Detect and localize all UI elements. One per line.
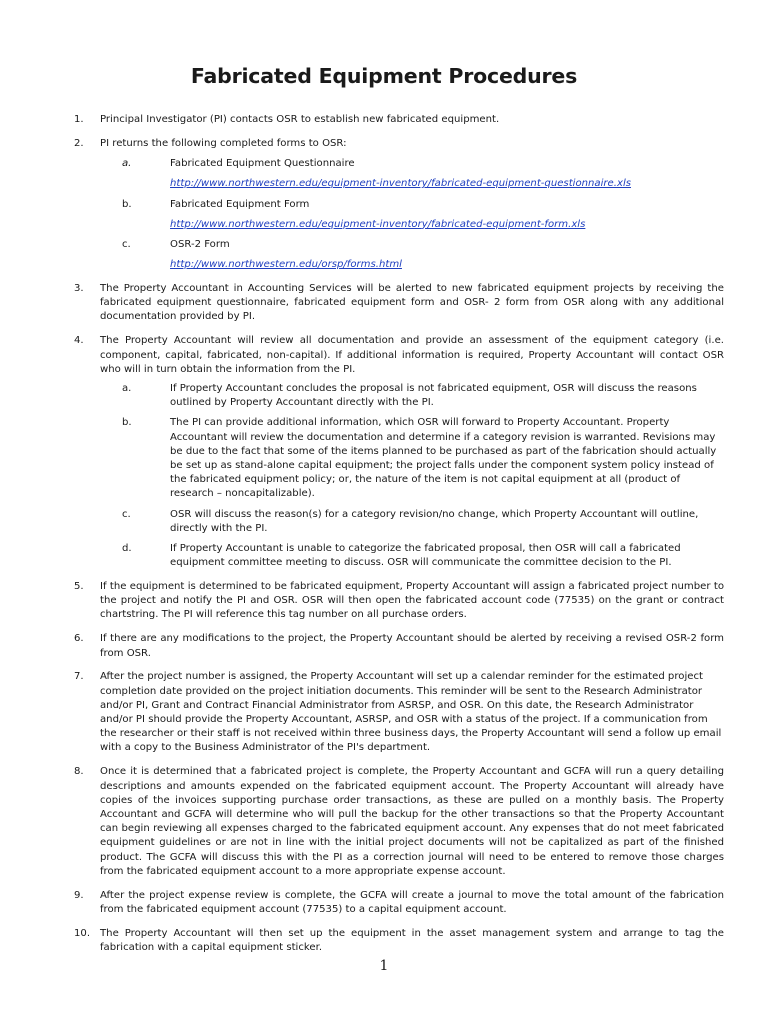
list-item — [74, 137, 724, 272]
item-number: 6. — [74, 633, 84, 645]
sub-item-text: The PI can provide additional information, which OSR will forward to Property Accountant. Property Accountant will review the documentation and determine if a category revision is warranted. Revisions may be due to the fact that some of the items planned to be purchased as part of the fabrication should actually be set up as stand-alone capital equipment; the project falls under the component system policy instead of the fabricated equipment policy; or, the nature of the item is not capital equipment at all (product of research – noncapitalizable). — [170, 417, 717, 500]
list-item — [74, 282, 724, 325]
sub-item-text: If Property Accountant is unable to categorize the fabricated proposal, then OSR will call a fabricated equipment committee meeting to discuss. OSR will communicate the committee decision to the PI. — [170, 542, 681, 569]
sub-item-letter: c. — [122, 508, 131, 520]
sub-item-text: If Property Accountant concludes the proposal is not fabricated equipment, OSR will discuss the reasons outlined by Property Accountant directly with the PI. — [170, 382, 697, 409]
list-item — [74, 580, 724, 623]
sub-item — [100, 416, 724, 501]
item-text: PI returns the following completed forms to OSR: — [100, 137, 347, 149]
sub-item-forms — [100, 238, 724, 272]
item-text: If there are any modifications to the project, the Property Accountant should be alerted by receiving a revised OSR-2 form from OSR. — [100, 633, 724, 659]
item-text: Principal Investigator (PI) contacts OSR to establish new fabricated equipment. — [100, 114, 500, 125]
item-number: 7. — [74, 671, 84, 683]
sub-item-letter: b. — [122, 417, 132, 429]
questionnaire-link[interactable]: http://www.northwestern.edu/equipment-inventory/fabricated-equipment-questionnaire.xls — [170, 178, 632, 190]
osr2-form-link[interactable]: http://www.northwestern.edu/orsp/forms.html — [170, 259, 402, 271]
list-item — [74, 670, 724, 755]
sub-item-text: OSR will discuss the reason(s) for a category revision/no change, which Property Accountant will outline, directly with the PI. — [170, 508, 699, 534]
item-number: 1. — [74, 114, 84, 125]
list-item — [74, 334, 724, 570]
sub-item — [100, 382, 724, 410]
sub-item-forms — [100, 157, 724, 191]
list-item — [74, 632, 724, 660]
page-number: 1 — [379, 958, 389, 974]
item-text: If the equipment is determined to be fabricated equipment, Property Accountant will assign a fabricated project number to the project and notify the PI and OSR. OSR will then open the fabricated account code (77535) on the grant or contract chartstring. The PI will reference this tag number on all purchase orders. — [100, 581, 724, 621]
item-number: 5. — [74, 581, 84, 593]
sub-item-text: Fabricated Equipment Questionnaire — [170, 158, 355, 170]
item-number: 2. — [74, 137, 84, 149]
sub-item-text: Fabricated Equipment Form — [170, 198, 310, 210]
equipment-form-link[interactable]: http://www.northwestern.edu/equipment-inventory/fabricated-equipment-form.xls — [170, 218, 586, 230]
sub-item-letter: c. — [122, 238, 131, 250]
item-number: 4. — [74, 335, 84, 347]
item-text: After the project number is assigned, the Property Accountant will set up a calendar reminder for the estimated project completion date provided on the project initiation documents. This reminder will be sent to the Research Administrator and/or PI, Grant and Contract Financial Administrator from ASRSP, and OSR. On this date, the Research Administrator and/or PI should provide the Property Accountant, ASRSP, and OSR with a status of the project. If a communication from the researcher or their staff is not received within three business days, the Property Accountant will send a follow up email with a copy to the Business Administrator of the PI's department. — [100, 671, 722, 754]
procedure-list — [74, 113, 724, 965]
sub-item-text: OSR-2 Form — [170, 238, 230, 250]
sub-item-letter: b. — [122, 198, 132, 210]
item-text: The Property Accountant in Accounting Services will be alerted to new fabricated equipment projects by receiving the fabricated equipment questionnaire, fabricated equipment form and OSR- 2 form from OSR along with any additional documentation provided by PI. — [100, 283, 724, 323]
item-text: The Property Accountant will then set up the equipment in the asset management system and arrange to tag the fabrication with a capital equipment sticker. — [100, 927, 724, 953]
page-title: Fabricated Equipment Procedures — [190, 64, 578, 88]
sub-item-letter: a. — [122, 158, 132, 170]
sub-item-forms — [100, 198, 724, 232]
item-text: The Property Accountant will review all documentation and provide an assessment of the equipment category (i.e. component, capital, fabricated, non-capital). If additional information is required, Property Accountant will contact OSR who will in turn obtain the information from the PI. — [100, 335, 724, 375]
item-text: Once it is determined that a fabricated project is complete, the Property Accountant and GCFA will run a query detailing descriptions and amounts expended on the fabricated equipment account. The Property Accountant will already have copies of the invoices supporting purchase order transactions, as these are pulled on a monthly basis. The Property Accountant and GCFA will determine who will pull the backup for the other transactions so that the Property Accountant can begin reviewing all expenses charged to the fabricated equipment account. Any expenses that do not meet fabricated equipment guidelines or are not in line with the initial project documents will not be capitalized as part of the finished product. The GCFA will discuss this with the PI as a correction journal will need to be entered to remove those charges from the fabricated equipment account to a more appropriate expense account. — [100, 766, 724, 877]
sub-item — [100, 508, 724, 536]
sub-item — [100, 542, 724, 570]
list-item — [74, 889, 724, 917]
list-item — [74, 113, 724, 127]
item-number: 10. — [74, 927, 91, 939]
item-number: 8. — [74, 766, 84, 778]
sub-item-letter: a. — [122, 382, 132, 394]
list-item — [74, 927, 724, 955]
item-number: 9. — [74, 889, 84, 901]
sub-item-letter: d. — [122, 542, 132, 554]
item-number: 3. — [74, 283, 84, 294]
item-text: After the project expense review is complete, the GCFA will create a journal to move the total amount of the fabrication from the fabricated equipment account (77535) to a capital equipment account. — [100, 889, 724, 915]
list-item — [74, 765, 724, 879]
